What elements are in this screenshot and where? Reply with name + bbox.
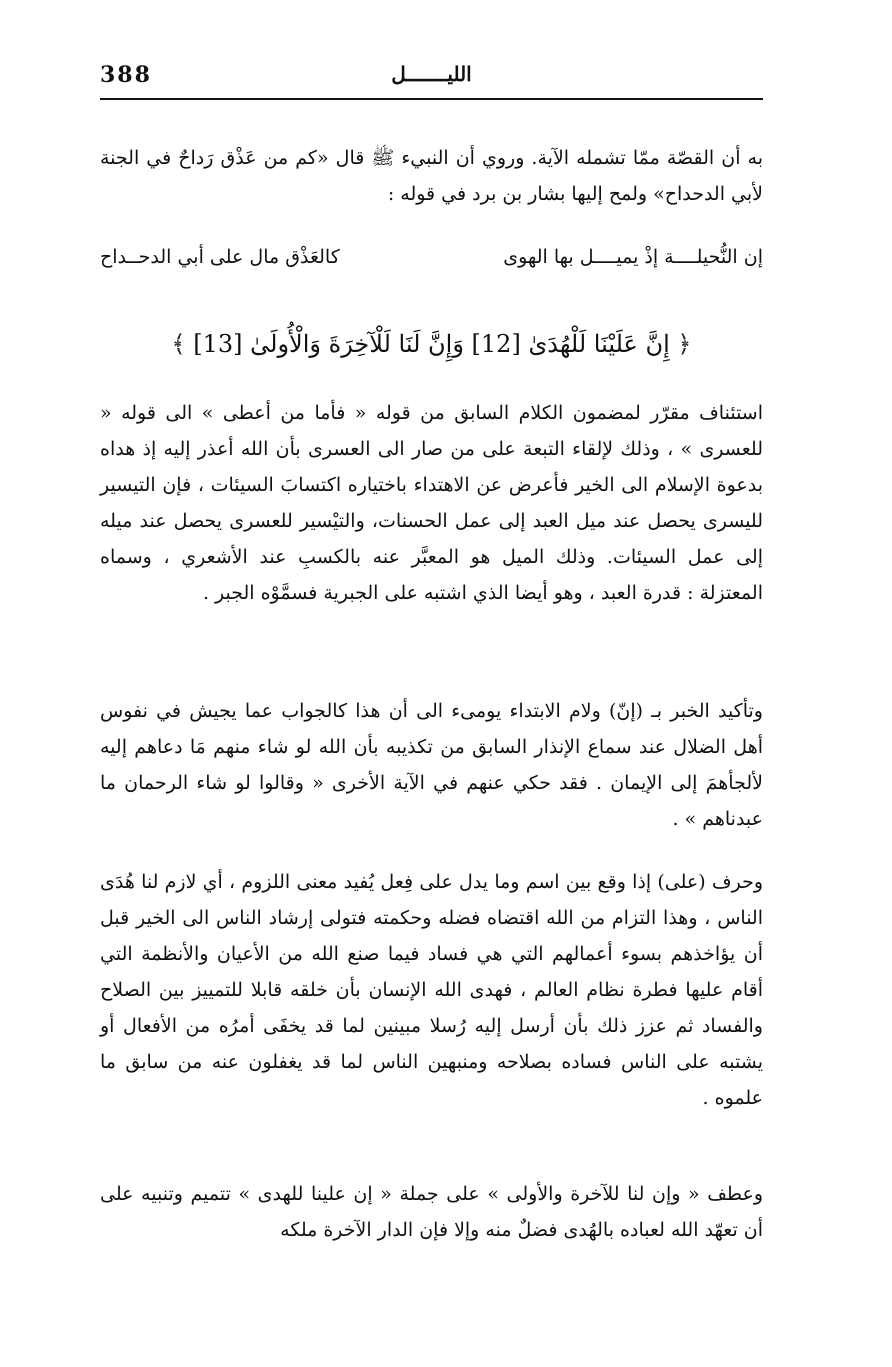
- running-title: الليـــــــل: [391, 62, 472, 86]
- verse-open-ornament: ﴿: [677, 330, 692, 358]
- paragraph-atf: وعطف « وإن لنا للآخرة والأولى » على جملة « إن علينا للهدى » تتميم وتنبيه على أن تعهّد الله لعباده بالهُدى فضلٌ منه وإلا فإن الدار الآخرة ملكه: [100, 1183, 763, 1241]
- page-number: 388: [100, 62, 152, 88]
- page-header: [100, 58, 763, 98]
- poem-verse-line: [100, 238, 763, 278]
- paragraph-harf-ala: وحرف (على) إذا وقع بين اسم وما يدل على فِعل يُفيد معنى اللزوم ، أي لازم لنا هُدَى الناس ، وهذا التزام من الله اقتضاه فضله وحكمته فتولى إرشاد الناس الى الخير قبل أن يؤاخذهم بسوء أعمالهم التي هي فساد فيما صنع الله من الأعيان والأنظمة التي أقام عليها فطرة نظام العالم ، فهدى الله الإنسان بأن خلقه قابلا للتمييز بين الصلاح والفساد ثم عزز ذلك بأن أرسل إليه رُسلا مبينين لما قد يخفَى أمرُه من الأفعال أو يشتبه على الناس فساده بصلاحه ومنبهين الناس لما قد يغفلون عنه من سابق ما علموه .: [100, 871, 763, 1109]
- poem-second-hemistich: كالعَذْق مال على أبي الدحــداح: [100, 246, 340, 268]
- paragraph-istinaf: استئناف مقرّر لمضمون الكلام السابق من قوله « فأما من أعطى » الى قوله « للعسرى » ، وذلك لإلقاء التبعة على من صار الى العسرى بأن الله أعذر إليه إذ هداه بدعوة الإسلام الى الخير فأعرض عن الاهتداء باختياره اكتسابَ السيئات ، فإن التيسير لليسرى يحصل عند ميل العبد إلى عمل الحسنات، والتيْسير للعسرى يحصل عند ميله إلى عمل السيئات. وذلك الميل هو المعبَّر عنه بالكسبِ عند الأشعري ، وسماه المعتزلة : قدرة العبد ، وهو أيضا الذي اشتبه على الجبرية فسمَّوْه الجبر .: [100, 402, 763, 604]
- paragraph-takid: وتأكيد الخبر بـ (إنّ) ولام الابتداء يومىء الى أن هذا كالجواب عما يجيش في نفوس أهل الضلال عند سماع الإنذار السابق من تكذيبه بأن الله لو شاء منهم مَا دعاهم إليه لألجأهمَ إلى الإيمان . فقد حكي عنهم في الآية الأخرى « وقالوا لو شاء الرحمان ما عبدناهم » .: [100, 700, 763, 830]
- quran-verse: [100, 322, 763, 366]
- paragraph-intro: به أن القصّة ممّا تشمله الآية. وروي أن النبيء ﷺ قال «كم من عَذْق رَداحٌ في الجنة لأبي الدحداح» ولمح إليها بشار بن برد في قوله :: [100, 147, 763, 205]
- header-rule: [100, 98, 763, 100]
- verse-text: إِنَّ عَلَيْنَا لَلْهُدَىٰ [12] وَإِنَّ لَنَا لَلْآخِرَةَ وَالْأُولَىٰ [13]: [193, 330, 670, 358]
- poem-first-hemistich: إن النُّحيلــــة إذْ يميــــل بها الهوى: [503, 246, 763, 268]
- verse-close-ornament: ﴾: [171, 330, 186, 358]
